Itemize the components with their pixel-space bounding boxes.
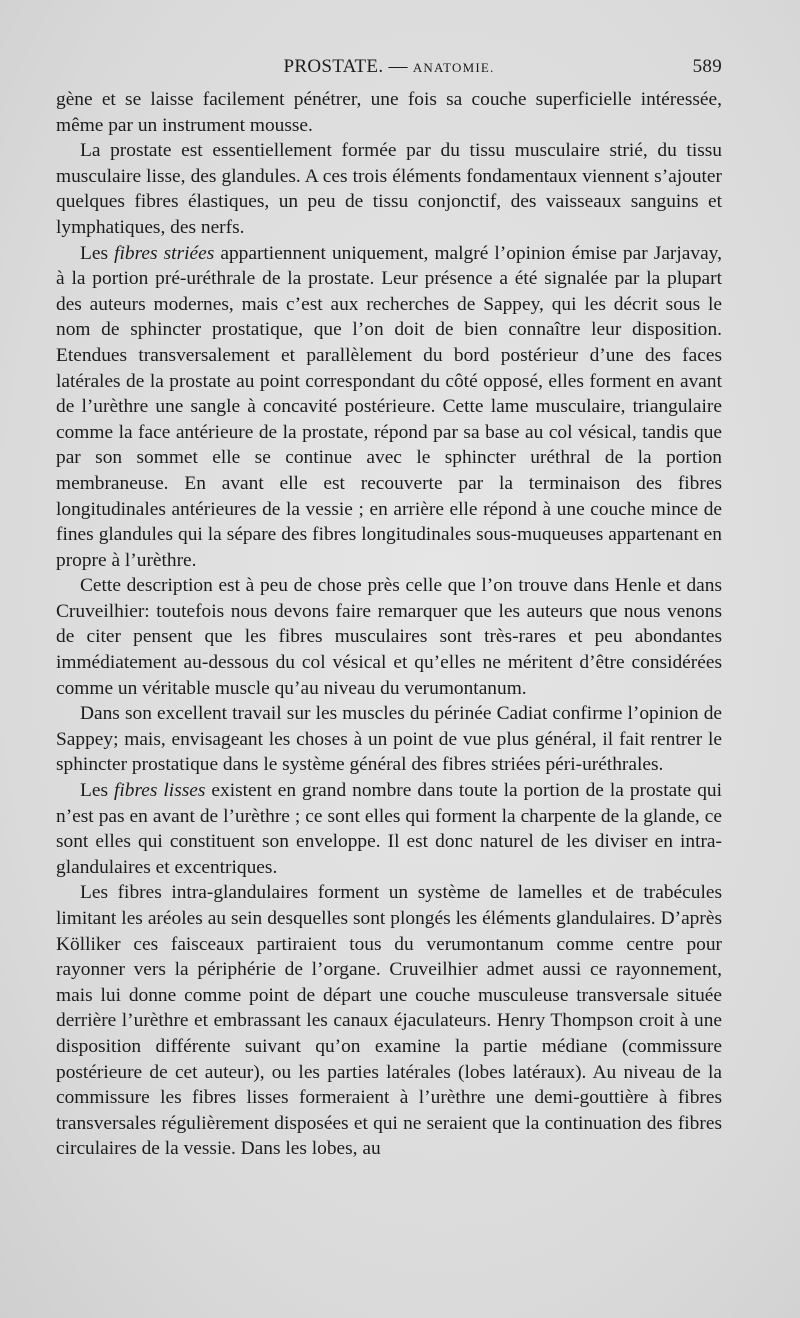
paragraph-smooth-fibres bbox=[56, 778, 722, 880]
page-number: 589 bbox=[692, 56, 722, 77]
running-title bbox=[56, 56, 722, 78]
header-dash: — bbox=[388, 56, 408, 77]
header-section: ANATOMIE. bbox=[412, 60, 495, 75]
paragraph-continuation: gène et se laisse facilement pénétrer, une fois sa couche superficielle intéressée, même par un instrument mousse. bbox=[56, 89, 722, 136]
paragraph-body: existent en grand nombre dans toute la portion de la prostate qui n’est pas en avant de l’urèthre ; ce sont elles qui forment la charpente de la glande, ce sont elles qui constituent son enveloppe. Il est donc naturel de les diviser en intra-glandulaires et excentriques. bbox=[56, 780, 722, 878]
paragraph-lead: Les bbox=[80, 242, 115, 264]
body-text bbox=[56, 87, 722, 1162]
paragraph-cadiat: Dans son excellent travail sur les muscles du périnée Cadiat confirme l’opinion de Sappey; mais, envisageant les choses à un point de vue plus général, il fait rentrer le sphincter prostatique dans le système général des fibres striées péri-uréthrales. bbox=[56, 703, 722, 776]
term-fibres-striees: fibres striées bbox=[114, 242, 215, 264]
term-fibres-lisses: fibres lisses bbox=[113, 780, 206, 802]
paragraph-lead: Les bbox=[80, 780, 114, 802]
header-title: PROSTATE. bbox=[283, 56, 384, 77]
paragraph-henle-cruveilhier: Cette description est à peu de chose près celle que l’on trouve dans Henle et dans Cruveilhier: toutefois nous devons faire remarquer que les auteurs que nous venons de citer pensent que les fibres musculaires sont très-rares et peu abondantes immédiatement au-dessous du col vésical et qu’elles ne méritent d’être considérées comme un véritable muscle qu’au niveau du verumontanum. bbox=[56, 575, 722, 699]
running-header bbox=[56, 56, 722, 84]
paragraph-striated-fibres bbox=[56, 241, 722, 574]
paragraph-intra-glandular: Les fibres intra-glandulaires forment un système de lamelles et de trabécules limitant les aréoles au sein desquelles sont plongés les éléments glandulaires. D’après Kölliker ces faisceaux partiraient tous du verumontanum comme centre pour rayonner vers la périphérie de l’organe. Cruveilhier admet aussi ce rayonnement, mais lui donne comme point de départ une couche musculeuse transversale située derrière l’urèthre et embrassant les canaux éjaculateurs. Henry Thompson croit à une disposition différente suivant qu’on examine la partie médiane (commissure postérieure de cet auteur), ou les parties latérales (lobes latéraux). Au niveau de la commissure les fibres lisses formeraient à l’urèthre une demi-gouttière à fibres transversales régulièrement disposées et qui ne seraient que la continuation des fibres circulaires de la vessie. Dans les lobes, au bbox=[56, 882, 722, 1160]
paragraph-body: appartiennent uniquement, malgré l’opinion émise par Jarjavay, à la portion pré-uréthrale de la prostate. Leur présence a été signalée par la plupart des auteurs modernes, mais c’est aux recherches de Sappey, qui les décrit sous le nom de sphincter prostatique, que l’on doit de bien connaître leur disposition. Etendues transversalement et parallèlement du bord postérieur d’une des faces latérales de la prostate au point correspondant du côté opposé, elles forment en avant de l’urèthre une sangle à concavité postérieure. Cette lame musculaire, triangulaire comme la face antérieure de la prostate, répond par sa base au col vésical, tandis que par son sommet elle se continue avec le sphincter uréthral de la portion membraneuse. En avant elle est recouverte par la terminaison des fibres longitudinales antérieures de la vessie ; en arrière elle répond à une couche mince de fines glandules qui la sépare des fibres longitudinales sous-muqueuses appartenant en propre à l’urèthre. bbox=[56, 242, 722, 571]
paragraph-composition: La prostate est essentiellement formée par du tissu musculaire strié, du tissu musculaire lisse, des glandules. A ces trois éléments fondamentaux viennent s’ajouter quelques fibres élastiques, un peu de tissu conjonctif, des vaisseaux sanguins et lymphatiques, des nerfs. bbox=[56, 140, 722, 238]
